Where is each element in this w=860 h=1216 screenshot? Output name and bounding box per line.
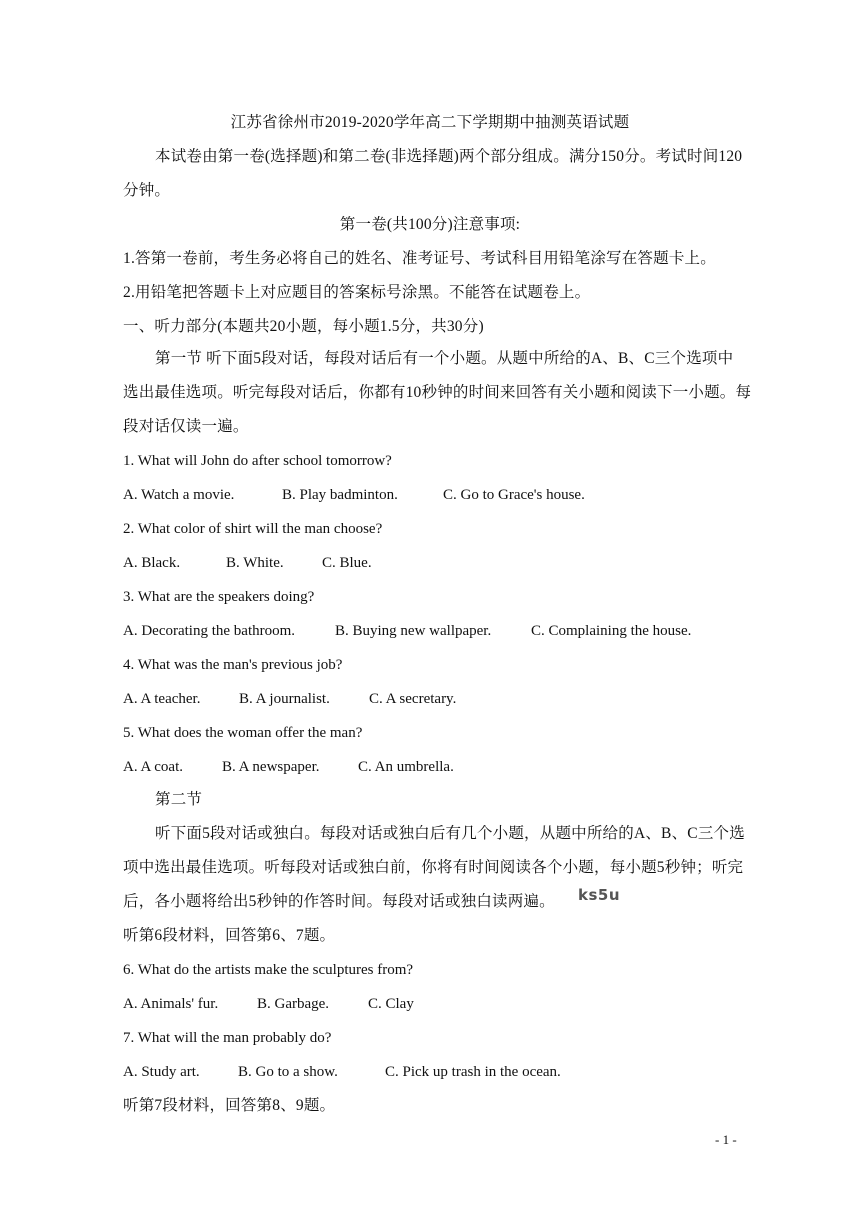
q3-option-a: A. Decorating the bathroom.	[123, 623, 296, 639]
section2-instructions-line-3: 后，各小题将给出5秒钟的作答时间。每段对话或独白读两遍。	[123, 893, 555, 910]
exam-title: 江苏省徐州市2019-2020学年高二下学期期中抽测英语试题	[230, 114, 630, 131]
q1-option-c: C. Go to Grace's house.	[443, 487, 585, 503]
question-6: 6. What do the artists make the sculptures from?	[123, 962, 414, 978]
q2-option-c: C. Blue.	[322, 555, 372, 571]
ks5u-watermark: ks5u	[578, 886, 621, 904]
question-2: 2. What color of shirt will the man choose?	[123, 521, 383, 537]
q6-option-b: B. Garbage.	[257, 996, 330, 1012]
q1-option-a: A. Watch a movie.	[123, 487, 235, 503]
q3-option-b: B. Buying new wallpaper.	[335, 623, 492, 639]
material-7-heading: 听第7段材料，回答第8、9题。	[123, 1097, 336, 1114]
question-3: 3. What are the speakers doing?	[123, 589, 315, 605]
note-2: 2.用铅笔把答题卡上对应题目的答案标号涂黑。不能答在试题卷上。	[123, 284, 591, 301]
section1-instructions-line-2: 选出最佳选项。听完每段对话后，你都有10秒钟的时间来回答有关小题和阅读下一小题。每	[123, 384, 752, 401]
q3-option-c: C. Complaining the house.	[531, 623, 692, 639]
q5-option-b: B. A newspaper.	[222, 759, 320, 775]
q7-option-b: B. Go to a show.	[238, 1064, 338, 1080]
q5-option-c: C. An umbrella.	[358, 759, 454, 775]
section2-title: 第二节	[155, 791, 203, 808]
question-1: 1. What will John do after school tomorrow?	[123, 453, 392, 469]
q4-option-a: A. A teacher.	[123, 691, 201, 707]
intro-line-1: 本试卷由第一卷(选择题)和第二卷(非选择题)两个部分组成。满分150分。考试时间120	[155, 148, 743, 165]
part1-heading: 第一卷(共100分)注意事项:	[339, 216, 521, 233]
q5-option-a: A. A coat.	[123, 759, 183, 775]
q6-option-c: C. Clay	[368, 996, 414, 1012]
q2-option-a: A. Black.	[123, 555, 181, 571]
intro-line-2: 分钟。	[123, 182, 171, 199]
q4-option-c: C. A secretary.	[369, 691, 457, 707]
q4-option-b: B. A journalist.	[239, 691, 330, 707]
q1-option-b: B. Play badminton.	[282, 487, 398, 503]
section2-instructions-line-1: 听下面5段对话或独白。每段对话或独白后有几个小题，从题中所给的A、B、C三个选	[155, 825, 745, 842]
q6-option-a: A. Animals' fur.	[123, 996, 219, 1012]
q2-option-b: B. White.	[226, 555, 284, 571]
section1-instructions-line-1: 第一节 听下面5段对话，每段对话后有一个小题。从题中所给的A、B、C三个选项中	[155, 350, 734, 367]
section1-instructions-line-3: 段对话仅读一遍。	[123, 418, 249, 435]
question-4: 4. What was the man's previous job?	[123, 657, 343, 673]
question-7: 7. What will the man probably do?	[123, 1030, 332, 1046]
section2-instructions-line-2: 项中选出最佳选项。听每段对话或独白前，你将有时间阅读各个小题，每小题5秒钟；听完	[123, 859, 744, 876]
q7-option-c: C. Pick up trash in the ocean.	[385, 1064, 561, 1080]
page-number: - 1 -	[715, 1132, 737, 1147]
note-1: 1.答第一卷前，考生务必将自己的姓名、准考证号、考试科目用铅笔涂写在答题卡上。	[123, 250, 716, 267]
listening-heading: 一、听力部分(本题共20小题，每小题1.5分，共30分)	[123, 318, 484, 335]
q7-option-a: A. Study art.	[123, 1064, 200, 1080]
material-6-heading: 听第6段材料，回答第6、7题。	[123, 927, 336, 944]
question-5: 5. What does the woman offer the man?	[123, 725, 363, 741]
